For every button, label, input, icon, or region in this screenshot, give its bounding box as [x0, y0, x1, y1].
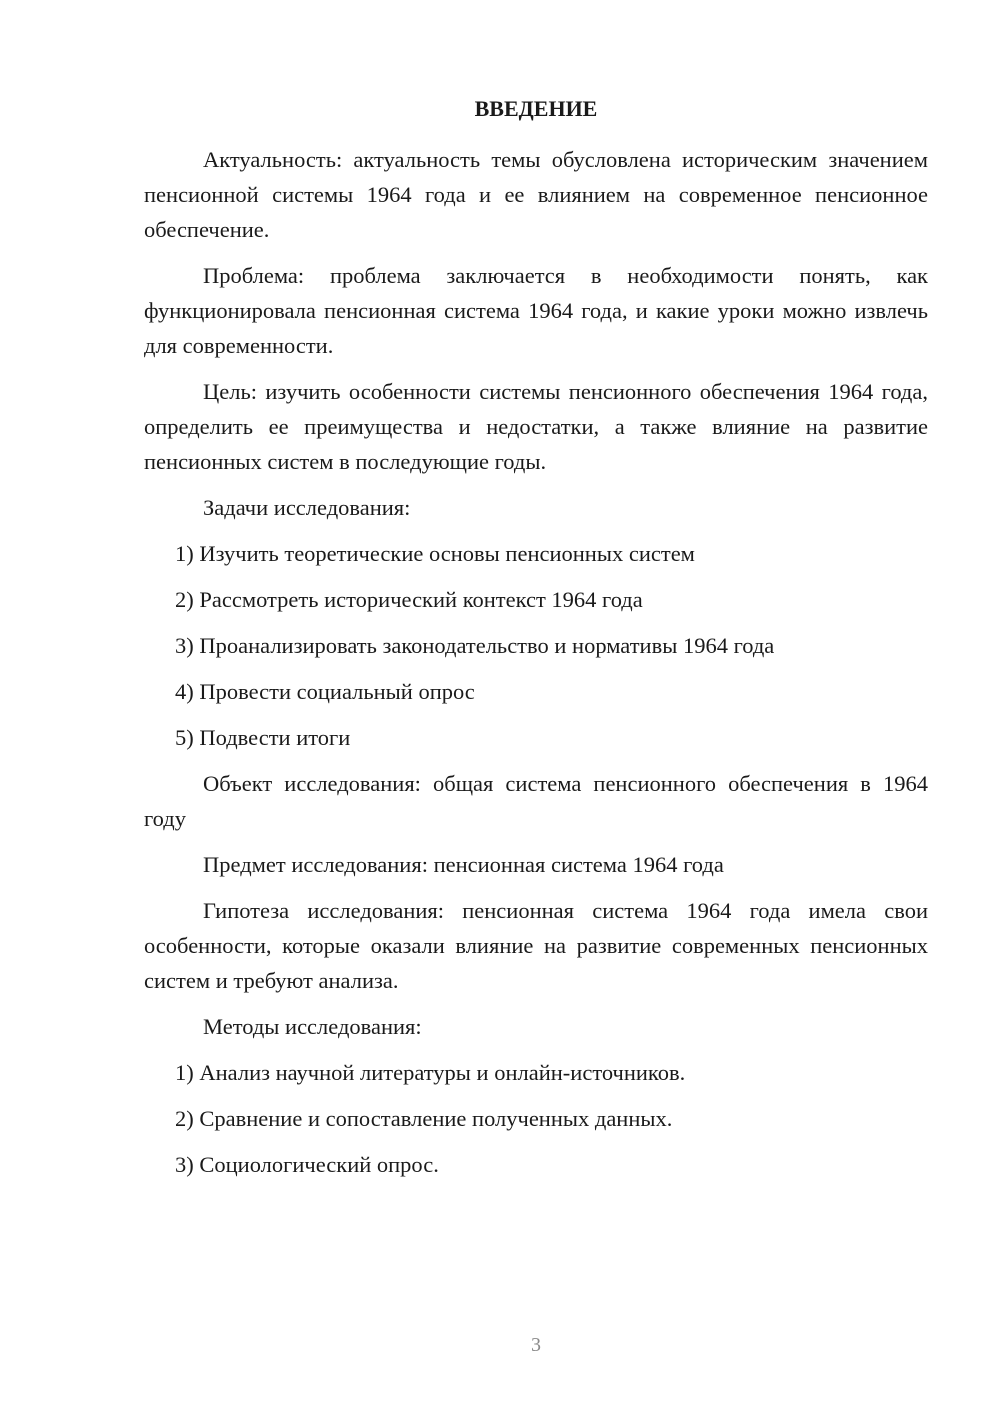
goal-paragraph: Цель: изучить особенности системы пенсионного обеспечения 1964 года, определить ее преимущества и недостатки, а также влияние на развитие пенсионных систем в последующие годы.: [144, 379, 928, 474]
problem-paragraph: Проблема: проблема заключается в необходимости понять, как функционировала пенсионная система 1964 года, и какие уроки можно извлечь для современности.: [144, 263, 928, 358]
section-heading: ВВЕДЕНИЕ: [474, 96, 598, 121]
task-item: 3) Проанализировать законодательство и нормативы 1964 года: [175, 633, 775, 658]
page-number: 3: [531, 1334, 541, 1356]
hypothesis-paragraph: Гипотеза исследования: пенсионная система 1964 года имела свои особенности, которые оказали влияние на развитие современных пенсионных систем и требуют анализа.: [144, 898, 928, 993]
method-item: 3) Социологический опрос.: [175, 1152, 439, 1177]
relevance-paragraph: Актуальность: актуальность темы обусловлена историческим значением пенсионной системы 1964 года и ее влиянием на современное пенсионное обеспечение.: [144, 147, 928, 242]
task-item: 2) Рассмотреть исторический контекст 1964 года: [175, 587, 643, 612]
methods-title: Методы исследования:: [203, 1014, 422, 1039]
page-content: [144, 94, 928, 1193]
task-item: 4) Провести социальный опрос: [175, 679, 475, 704]
task-item: 5) Подвести итоги: [175, 725, 351, 750]
task-item: 1) Изучить теоретические основы пенсионных систем: [175, 541, 695, 566]
subject-paragraph: Предмет исследования: пенсионная система 1964 года: [203, 852, 724, 877]
method-item: 1) Анализ научной литературы и онлайн-источников.: [175, 1060, 686, 1085]
tasks-title: Задачи исследования:: [203, 495, 411, 520]
object-paragraph: Объект исследования: общая система пенсионного обеспечения в 1964 году: [144, 771, 928, 831]
method-item: 2) Сравнение и сопоставление полученных данных.: [175, 1106, 673, 1131]
